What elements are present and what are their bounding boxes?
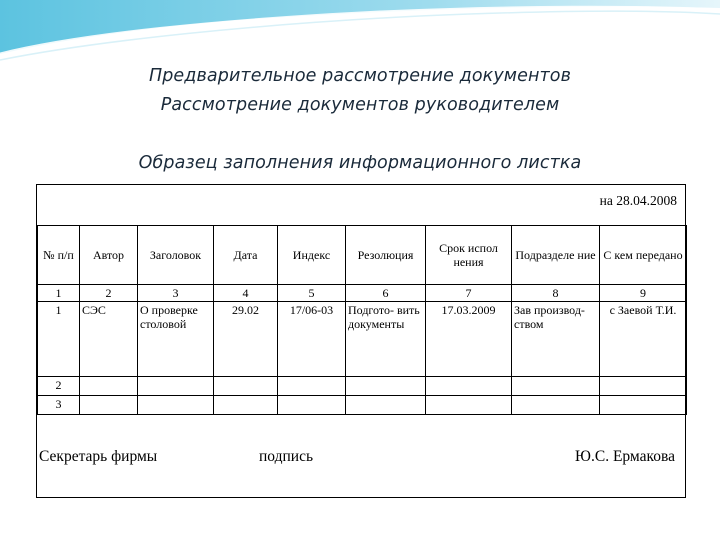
department-cell: Зав производ- ством [512,302,600,377]
table-row [38,302,687,377]
heading-line-2: Рассмотрение документов руководителем [160,95,560,115]
column-number: 8 [512,285,600,302]
row-number: 2 [38,377,80,396]
form-date: на 28.04.2008 [599,193,677,208]
index-cell: 17/06-03 [278,302,346,377]
signature-sign: подпись [259,448,314,465]
column-number-row [38,285,687,302]
column-number: 6 [346,285,426,302]
deadline-cell: 17.03.2009 [426,302,512,377]
column-number: 9 [600,285,687,302]
column-header: Подразделе ние [512,226,600,285]
column-header: № п/п [38,226,80,285]
column-header: Заголовок [138,226,214,285]
column-number: 2 [80,285,138,302]
author-cell: СЭС [80,302,138,377]
row-number: 3 [38,396,80,415]
resolution-cell: Подгото- вить документы [346,302,426,377]
info-sheet-table [37,225,687,415]
column-number: 4 [214,285,278,302]
column-number: 1 [38,285,80,302]
column-number: 5 [278,285,346,302]
table-row [38,377,687,396]
table-row [38,396,687,415]
column-header: Резолюция [346,226,426,285]
date-cell: 29.02 [214,302,278,377]
transferred-cell: с Заевой Т.И. [600,302,687,377]
column-header: Срок испол нения [426,226,512,285]
heading-line-1: Предварительное рассмотрение документов [148,66,572,86]
heading-line-3: Образец заполнения информационного листка [138,153,582,173]
column-header: Индекс [278,226,346,285]
column-header: Дата [214,226,278,285]
column-number: 7 [426,285,512,302]
signature-name: Ю.С. Ермакова [575,448,675,465]
decorative-swoosh [0,0,720,70]
signature-position: Секретарь фирмы [39,448,158,465]
info-sheet-form [36,184,686,498]
column-header: Автор [80,226,138,285]
column-header: С кем передано [600,226,687,285]
title-cell: О проверке столовой [138,302,214,377]
column-number: 3 [138,285,214,302]
header-row [38,226,687,285]
row-number: 1 [38,302,80,377]
